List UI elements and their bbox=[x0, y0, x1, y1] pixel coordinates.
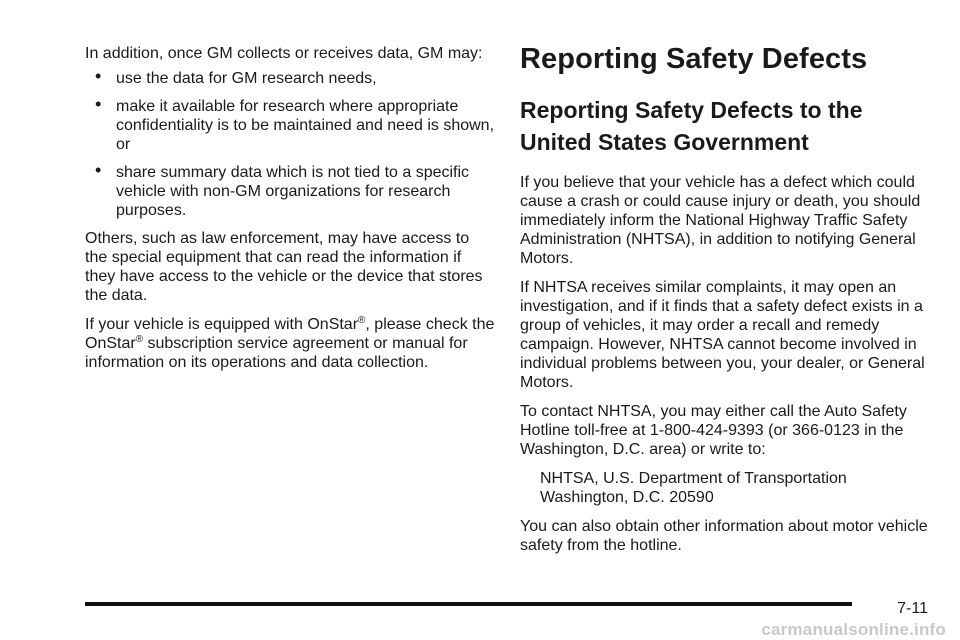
onstar-paragraph bbox=[85, 315, 495, 372]
address-line: Washington, D.C. 20590 bbox=[540, 489, 714, 506]
left-column bbox=[85, 44, 495, 382]
onstar-text-1: If your vehicle is equipped with OnStar bbox=[85, 316, 359, 333]
section-subtitle: Reporting Safety Defects to the United States Government bbox=[520, 97, 863, 155]
intro-paragraph: In addition, once GM collects or receives data, GM may: bbox=[85, 45, 483, 62]
bullet-icon: • bbox=[95, 94, 102, 114]
registered-mark: ® bbox=[358, 315, 366, 326]
list-item bbox=[85, 66, 495, 88]
defect-paragraph: If you believe that your vehicle has a defect which could cause a crash or could cause injury or death, you should immediately inform the National Highway Traffic Safety Administration (NHTSA), in addition to notifying General Motors. bbox=[520, 174, 921, 267]
registered-mark: ® bbox=[135, 334, 144, 345]
right-column bbox=[520, 42, 940, 565]
onstar-text-3: subscription service agreement or manual for information on its operations and data collection. bbox=[85, 335, 468, 371]
section-title: Reporting Safety Defects bbox=[520, 43, 868, 75]
page-number: 7-11 bbox=[897, 600, 928, 617]
investigation-paragraph: If NHTSA receives similar complaints, it may open an investigation, and if it finds that a safety defect exists in a group of vehicles, it may order a recall and remedy campaign. However, NHTSA cannot become involved in individual problems between you, your dealer, or General Motors. bbox=[520, 279, 925, 391]
bullet-text: use the data for GM research needs, bbox=[116, 70, 377, 87]
mailing-address bbox=[520, 469, 940, 507]
watermark: carmanualsonline.info bbox=[761, 620, 946, 639]
bullet-list bbox=[85, 66, 495, 220]
bullet-icon: • bbox=[95, 160, 102, 180]
list-item bbox=[85, 160, 495, 220]
bullet-icon: • bbox=[95, 66, 102, 86]
bullet-text: make it available for research where appropriate confidentiality is to be maintained and need is shown, or bbox=[116, 98, 495, 153]
list-item bbox=[85, 94, 495, 154]
footer-divider bbox=[85, 602, 852, 606]
hotline-paragraph: You can also obtain other information about motor vehicle safety from the hotline. bbox=[520, 518, 928, 554]
bullet-text: share summary data which is not tied to a specific vehicle with non-GM organizations for research purposes. bbox=[116, 164, 470, 219]
address-line: NHTSA, U.S. Department of Transportation bbox=[540, 470, 847, 487]
law-enforcement-paragraph: Others, such as law enforcement, may have access to the special equipment that can read the information if they have access to the vehicle or the device that stores the data. bbox=[85, 230, 483, 304]
contact-paragraph: To contact NHTSA, you may either call the Auto Safety Hotline toll-free at 1-800-424-9393 (or 366-0123 in the Washington, D.C. area) or write to: bbox=[520, 403, 907, 458]
onstar-text-2: , please check the OnStar bbox=[85, 316, 495, 352]
